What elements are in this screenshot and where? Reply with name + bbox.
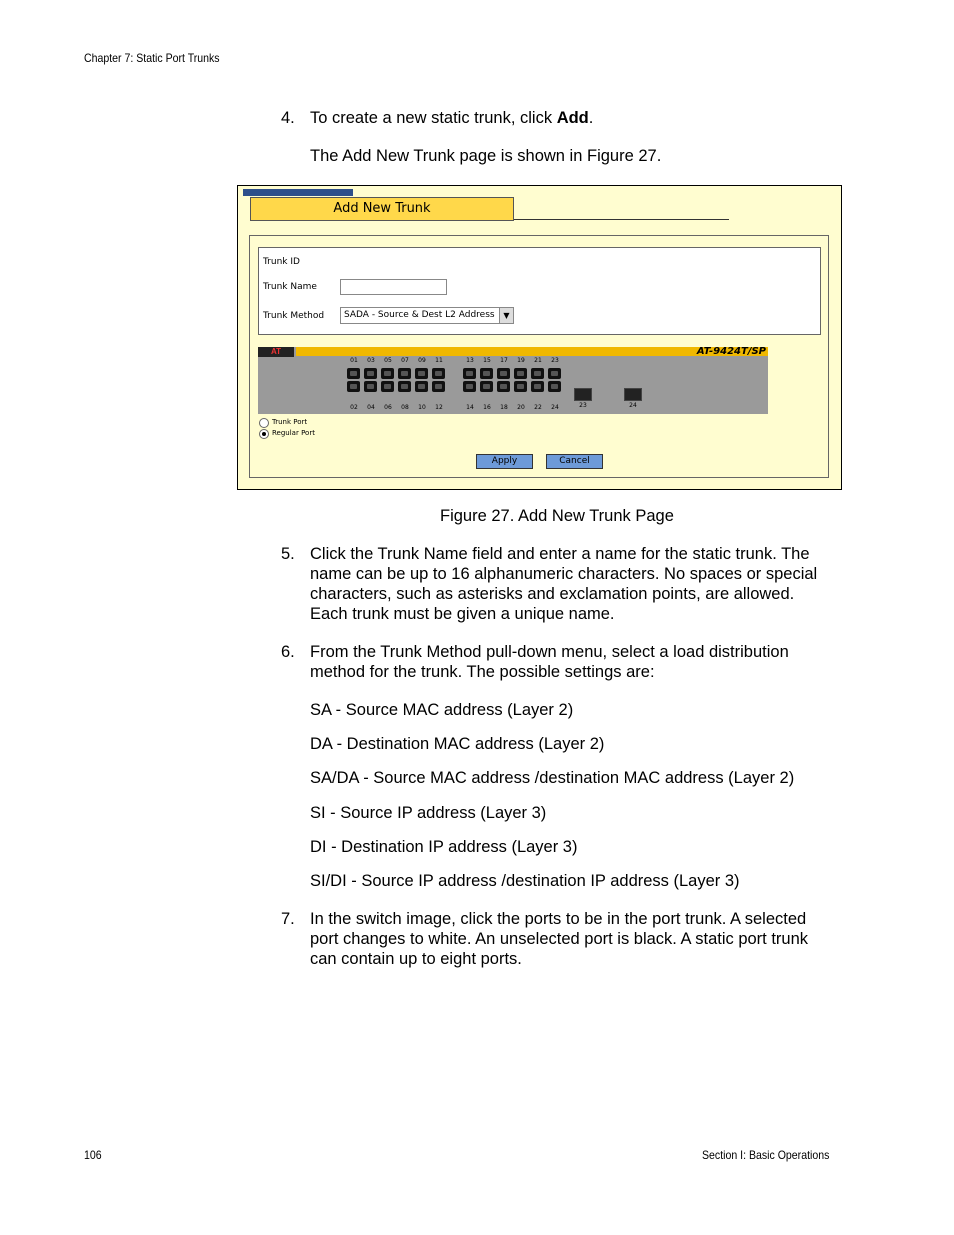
port-24[interactable] — [548, 381, 561, 392]
port-13[interactable] — [463, 368, 476, 379]
text-line: In the switch image, click the ports to be in the port trunk. A selected — [310, 910, 807, 928]
port-label: 10 — [418, 404, 426, 411]
port-label: 01 — [350, 357, 358, 364]
step-number: 4. — [281, 109, 295, 127]
port-label: 14 — [466, 404, 474, 411]
radio-trunk-port-label: Trunk Port — [272, 418, 308, 426]
port-label: 23 — [551, 357, 559, 364]
port-label: 03 — [367, 357, 375, 364]
port-12[interactable] — [432, 381, 445, 392]
port-label: 22 — [534, 404, 542, 411]
port-07[interactable] — [398, 368, 411, 379]
trunk-method-select[interactable] — [340, 307, 514, 324]
setting-item: SI - Source IP address (Layer 3) — [310, 804, 547, 822]
port-label: 11 — [435, 357, 443, 364]
step-number: 7. — [281, 910, 295, 928]
chapter-header: Chapter 7: Static Port Trunks — [84, 51, 220, 65]
radio-regular-port-label: Regular Port — [272, 429, 315, 437]
gig-port-label: 23 — [579, 402, 587, 409]
cancel-button[interactable]: Cancel — [546, 454, 603, 469]
section-footer: Section I: Basic Operations — [702, 1148, 830, 1162]
port-05[interactable] — [381, 368, 394, 379]
port-10[interactable] — [415, 381, 428, 392]
port-label: 15 — [483, 357, 491, 364]
port-15[interactable] — [480, 368, 493, 379]
text-line: characters, such as asterisks and exclamation points, are allowed. — [310, 585, 795, 603]
port-16[interactable] — [480, 381, 493, 392]
trunk-method-label: Trunk Method — [263, 311, 325, 321]
switch-model: AT-9424T/SP — [696, 346, 766, 357]
step-5-text — [310, 544, 817, 624]
add-emphasis: Add — [556, 109, 589, 127]
text-line: Click the Trunk Name field and enter a name for the static trunk. The — [310, 545, 810, 563]
step-number: 5. — [281, 545, 295, 563]
port-17[interactable] — [497, 368, 510, 379]
tab-add-new-trunk[interactable]: Add New Trunk — [250, 197, 514, 221]
radio-trunk-port[interactable] — [259, 418, 269, 428]
port-label: 09 — [418, 357, 426, 364]
setting-item: DA - Destination MAC address (Layer 2) — [310, 735, 605, 753]
content-panel — [249, 235, 829, 478]
step-4-text-end: . — [588, 109, 594, 127]
port-label: 07 — [401, 357, 409, 364]
trunk-form — [258, 247, 821, 335]
port-label: 12 — [435, 404, 443, 411]
port-08[interactable] — [398, 381, 411, 392]
setting-item: SA - Source MAC address (Layer 2) — [310, 701, 574, 719]
trunk-id-label: Trunk ID — [263, 257, 300, 267]
trunk-name-input[interactable] — [340, 279, 447, 295]
radio-regular-port[interactable] — [259, 429, 269, 439]
figure-caption: Figure 27. Add New Trunk Page — [440, 507, 674, 525]
port-02[interactable] — [347, 381, 360, 392]
port-23[interactable] — [548, 368, 561, 379]
port-04[interactable] — [364, 381, 377, 392]
port-label: 08 — [401, 404, 409, 411]
gig-port-label: 24 — [629, 402, 637, 409]
port-label: 05 — [384, 357, 392, 364]
setting-item: DI - Destination IP address (Layer 3) — [310, 838, 578, 856]
step-7-text — [310, 909, 808, 969]
port-14[interactable] — [463, 381, 476, 392]
port-label: 19 — [517, 357, 525, 364]
port-label: 21 — [534, 357, 542, 364]
step-4-text-part: To create a new static trunk, click — [310, 109, 557, 127]
port-label: 04 — [367, 404, 375, 411]
switch-image — [258, 347, 768, 414]
gig-port-24[interactable] — [624, 388, 642, 401]
port-01[interactable] — [347, 368, 360, 379]
port-18[interactable] — [497, 381, 510, 392]
port-03[interactable] — [364, 368, 377, 379]
trunk-method-value: SADA - Source & Dest L2 Address — [344, 310, 495, 320]
gig-port-23[interactable] — [574, 388, 592, 401]
chevron-down-icon[interactable]: ▼ — [499, 308, 513, 323]
port-09[interactable] — [415, 368, 428, 379]
port-label: 16 — [483, 404, 491, 411]
port-label: 24 — [551, 404, 559, 411]
step-4-followup: The Add New Trunk page is shown in Figure 27. — [310, 147, 662, 165]
text-line: Each trunk must be given a unique name. — [310, 605, 615, 623]
text-line: method for the trunk. The possible settings are: — [310, 663, 655, 681]
port-label: 18 — [500, 404, 508, 411]
step-number: 6. — [281, 643, 295, 661]
tab-underline — [514, 219, 729, 220]
port-label: 20 — [517, 404, 525, 411]
text-line: can contain up to eight ports. — [310, 950, 522, 968]
text-line: port changes to white. An unselected port is black. A static port trunk — [310, 930, 809, 948]
page-number: 106 — [84, 1148, 102, 1162]
trunk-name-label: Trunk Name — [263, 282, 317, 292]
port-11[interactable] — [432, 368, 445, 379]
port-label: 06 — [384, 404, 392, 411]
step-6-text — [310, 642, 789, 682]
port-20[interactable] — [514, 381, 527, 392]
port-label: 17 — [500, 357, 508, 364]
setting-item: SI/DI - Source IP address /destination IP address (Layer 3) — [310, 872, 740, 890]
port-22[interactable] — [531, 381, 544, 392]
port-21[interactable] — [531, 368, 544, 379]
apply-button[interactable]: Apply — [476, 454, 533, 469]
port-label: 13 — [466, 357, 474, 364]
port-label: 02 — [350, 404, 358, 411]
text-line: name can be up to 16 alphanumeric characters. No spaces or special — [310, 565, 818, 583]
add-new-trunk-figure — [237, 185, 842, 490]
setting-item: SA/DA - Source MAC address /destination MAC address (Layer 2) — [310, 769, 795, 787]
tab-strip — [243, 189, 353, 196]
port-19[interactable] — [514, 368, 527, 379]
switch-bar — [296, 347, 768, 356]
step-4-text — [310, 108, 593, 128]
text-line: From the Trunk Method pull-down menu, select a load distribution — [310, 643, 789, 661]
allied-telesis-logo: AT — [258, 347, 294, 357]
port-06[interactable] — [381, 381, 394, 392]
